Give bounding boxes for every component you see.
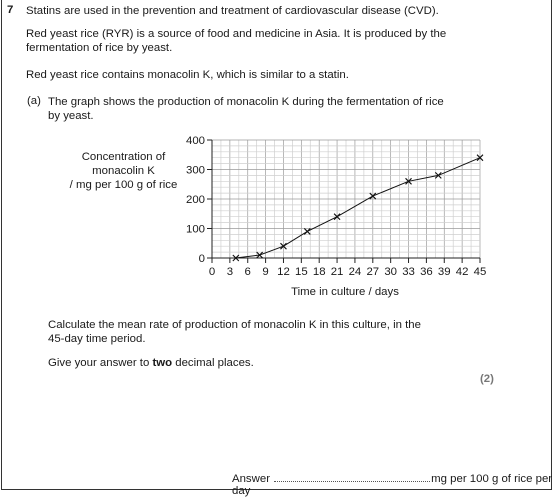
y-axis-label [62,150,185,192]
y-axis-label-line-2: monacolin K [92,165,155,177]
x-tick-label: 21 [330,266,344,278]
x-tick-label: 42 [455,266,469,278]
instruction-2-post: decimal places. [172,357,254,369]
y-tick-label: 100 [185,223,205,236]
instruction-2-pre: Give your answer to [48,357,153,369]
x-axis-label: Time in culture / days [291,286,399,298]
x-tick-label: 18 [312,266,326,278]
answer-input-line[interactable] [274,472,430,482]
x-tick-label: 36 [420,266,433,278]
marks-label: (2) [480,373,494,385]
part-label: (a) [27,95,41,107]
x-tick-label: 12 [277,266,290,278]
x-tick-label: 15 [294,266,308,278]
instruction-1b: 45-day time period. [48,333,146,345]
y-tick-label: 0 [198,253,205,265]
intro-text-1: Statins are used in the prevention and treatment of cardiovascular disease (CVD). [26,5,439,17]
y-tick-label: 400 [185,135,205,147]
x-tick-label: 33 [402,266,415,278]
instruction-2-bold: two [152,357,173,369]
answer-label: Answer [232,473,270,485]
x-tick-label: 0 [208,266,216,278]
y-tick-label: 300 [185,164,205,177]
instruction-2 [48,356,254,370]
intro-text-3: Red yeast rice contains monacolin K, which is similar to a statin. [26,69,349,81]
grid [212,140,480,258]
intro-text-2a: Red yeast rice (RYR) is a source of food and medicine in Asia. It is produced by the [26,28,447,40]
data-line [236,158,480,258]
x-tick-label: 9 [262,266,269,278]
y-axis-label-line-1: Concentration of [81,151,166,163]
x-tick-label: 39 [437,266,451,278]
y-axis-label-line-3: / mg per 100 g of rice [69,179,178,191]
part-text-line-1: The graph shows the production of monacolin K during the fermentation of rice [48,96,444,108]
part-text [48,95,518,123]
intro-text-2b: fermentation of rice by yeast. [26,42,173,54]
monacolin-chart [180,132,500,288]
x-tick-label: 27 [366,266,380,278]
question-number: 7 [7,4,14,16]
x-tick-label: 24 [348,266,362,278]
y-tick-label: 200 [185,194,205,206]
data-point-marker [304,228,310,234]
instruction-1a: Calculate the mean rate of production of monacolin K in this culture, in the [48,319,421,331]
answer-units: mg per 100 g of rice per day [232,473,553,497]
x-tick-label: 30 [384,266,398,278]
x-tick-label: 45 [473,266,487,278]
x-tick-label: 6 [244,266,251,278]
part-text-line-2: by yeast. [48,110,94,122]
x-tick-label: 3 [226,266,234,278]
answer-row [232,472,553,497]
